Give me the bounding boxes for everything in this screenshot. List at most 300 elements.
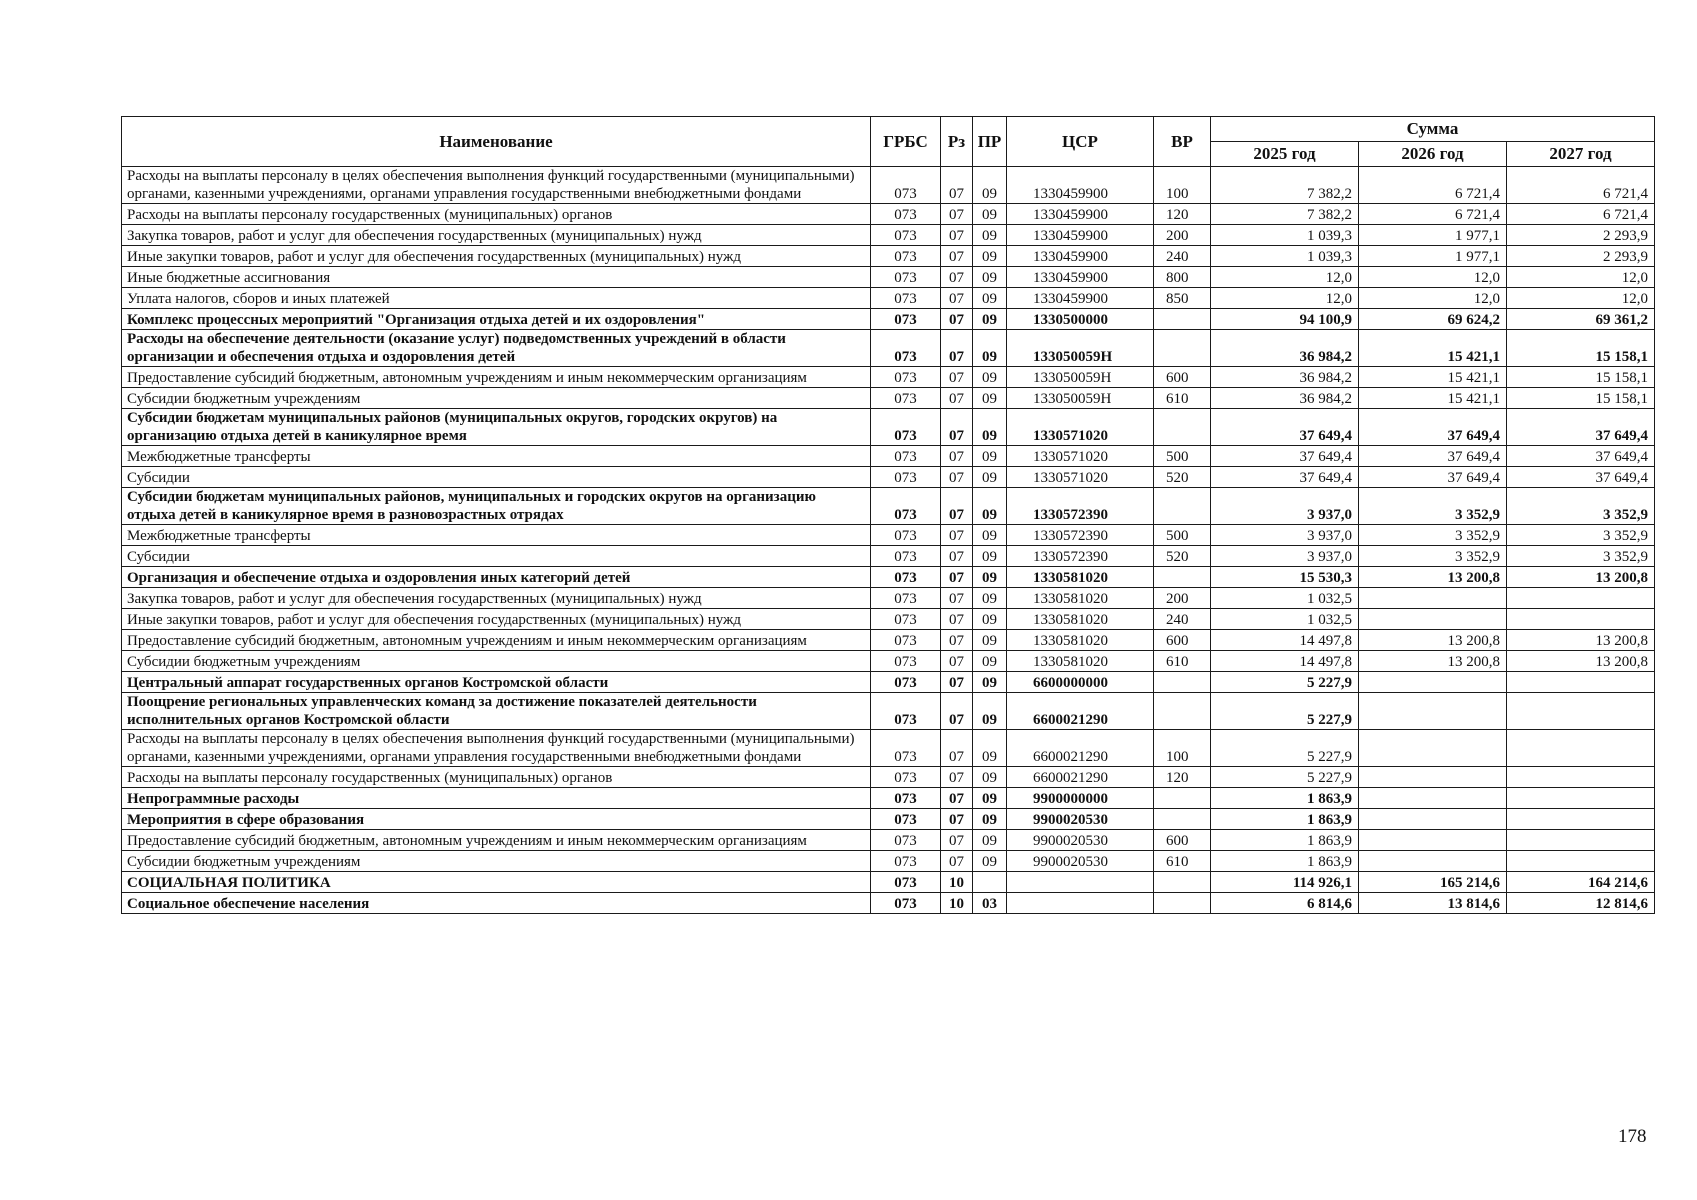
cell-csr: 1330459900 xyxy=(1007,288,1154,309)
cell-grbs: 073 xyxy=(871,288,941,309)
cell-rz: 07 xyxy=(941,367,973,388)
cell-amount-2026: 69 624,2 xyxy=(1359,309,1507,330)
cell-grbs: 073 xyxy=(871,672,941,693)
cell-pr: 09 xyxy=(973,809,1007,830)
cell-amount-2027: 3 352,9 xyxy=(1507,546,1655,567)
cell-amount-2025: 5 227,9 xyxy=(1211,693,1359,730)
cell-name: СОЦИАЛЬНАЯ ПОЛИТИКА xyxy=(122,872,871,893)
cell-csr: 1330581020 xyxy=(1007,630,1154,651)
cell-vr xyxy=(1154,693,1211,730)
cell-amount-2025: 14 497,8 xyxy=(1211,630,1359,651)
cell-amount-2027: 6 721,4 xyxy=(1507,167,1655,204)
cell-rz: 07 xyxy=(941,567,973,588)
cell-name: Субсидии бюджетам муниципальных районов, муниципальных и городских округов на организацию отдыха детей в каникулярное время в разновозрастных отрядах xyxy=(122,488,871,525)
cell-csr: 1330459900 xyxy=(1007,267,1154,288)
header-year-2027: 2027 год xyxy=(1507,142,1655,167)
cell-rz: 07 xyxy=(941,546,973,567)
cell-csr: 133050059Н xyxy=(1007,367,1154,388)
cell-name: Расходы на выплаты персоналу государственных (муниципальных) органов xyxy=(122,767,871,788)
cell-rz: 07 xyxy=(941,225,973,246)
page-number: 178 xyxy=(1618,1126,1647,1147)
cell-rz: 07 xyxy=(941,409,973,446)
cell-vr: 600 xyxy=(1154,367,1211,388)
cell-vr: 500 xyxy=(1154,446,1211,467)
cell-rz: 07 xyxy=(941,672,973,693)
cell-amount-2026: 13 200,8 xyxy=(1359,630,1507,651)
cell-vr: 100 xyxy=(1154,730,1211,767)
cell-pr: 09 xyxy=(973,588,1007,609)
cell-amount-2025: 1 032,5 xyxy=(1211,609,1359,630)
header-year-2025: 2025 год xyxy=(1211,142,1359,167)
table-row xyxy=(122,567,1655,588)
cell-name: Субсидии бюджетным учреждениям xyxy=(122,651,871,672)
cell-csr: 6600021290 xyxy=(1007,767,1154,788)
cell-grbs: 073 xyxy=(871,446,941,467)
cell-csr: 1330571020 xyxy=(1007,467,1154,488)
cell-name: Комплекс процессных мероприятий "Организация отдыха детей и их оздоровления" xyxy=(122,309,871,330)
cell-rz: 07 xyxy=(941,288,973,309)
cell-amount-2026: 37 649,4 xyxy=(1359,409,1507,446)
cell-csr: 9900020530 xyxy=(1007,809,1154,830)
cell-csr: 133050059Н xyxy=(1007,388,1154,409)
cell-name: Иные закупки товаров, работ и услуг для обеспечения государственных (муниципальных) нужд xyxy=(122,246,871,267)
cell-name: Центральный аппарат государственных органов Костромской области xyxy=(122,672,871,693)
cell-vr: 600 xyxy=(1154,630,1211,651)
cell-pr: 09 xyxy=(973,525,1007,546)
cell-vr xyxy=(1154,488,1211,525)
cell-csr: 6600000000 xyxy=(1007,672,1154,693)
cell-name: Субсидии бюджетам муниципальных районов (муниципальных округов, городских округов) на организацию отдыха детей в каникулярное время xyxy=(122,409,871,446)
table-row xyxy=(122,288,1655,309)
cell-rz: 07 xyxy=(941,767,973,788)
cell-pr: 09 xyxy=(973,367,1007,388)
cell-pr: 09 xyxy=(973,330,1007,367)
table-row xyxy=(122,225,1655,246)
cell-name: Уплата налогов, сборов и иных платежей xyxy=(122,288,871,309)
table-row xyxy=(122,630,1655,651)
cell-pr: 09 xyxy=(973,467,1007,488)
cell-csr: 1330581020 xyxy=(1007,567,1154,588)
cell-amount-2027 xyxy=(1507,730,1655,767)
cell-amount-2025: 5 227,9 xyxy=(1211,730,1359,767)
cell-pr: 09 xyxy=(973,246,1007,267)
cell-rz: 07 xyxy=(941,267,973,288)
cell-rz: 07 xyxy=(941,588,973,609)
cell-amount-2026 xyxy=(1359,609,1507,630)
cell-grbs: 073 xyxy=(871,730,941,767)
cell-csr: 1330571020 xyxy=(1007,409,1154,446)
cell-amount-2026 xyxy=(1359,672,1507,693)
cell-pr: 09 xyxy=(973,693,1007,730)
cell-amount-2027: 37 649,4 xyxy=(1507,446,1655,467)
header-vr: ВР xyxy=(1154,117,1211,167)
cell-pr: 09 xyxy=(973,567,1007,588)
table-row xyxy=(122,525,1655,546)
cell-amount-2027: 37 649,4 xyxy=(1507,467,1655,488)
cell-grbs: 073 xyxy=(871,893,941,914)
cell-amount-2026: 6 721,4 xyxy=(1359,204,1507,225)
cell-vr: 500 xyxy=(1154,525,1211,546)
cell-amount-2026: 3 352,9 xyxy=(1359,488,1507,525)
cell-rz: 07 xyxy=(941,788,973,809)
cell-rz: 07 xyxy=(941,851,973,872)
cell-amount-2027 xyxy=(1507,609,1655,630)
cell-vr xyxy=(1154,409,1211,446)
cell-vr: 800 xyxy=(1154,267,1211,288)
cell-pr: 09 xyxy=(973,204,1007,225)
cell-amount-2027 xyxy=(1507,672,1655,693)
cell-rz: 07 xyxy=(941,730,973,767)
cell-name: Предоставление субсидий бюджетным, автономным учреждениям и иным некоммерческим организациям xyxy=(122,630,871,651)
table-row xyxy=(122,546,1655,567)
cell-vr: 600 xyxy=(1154,830,1211,851)
cell-vr: 520 xyxy=(1154,546,1211,567)
cell-amount-2026: 1 977,1 xyxy=(1359,225,1507,246)
cell-vr xyxy=(1154,672,1211,693)
table-row xyxy=(122,488,1655,525)
cell-csr: 1330500000 xyxy=(1007,309,1154,330)
cell-rz: 07 xyxy=(941,525,973,546)
cell-grbs: 073 xyxy=(871,267,941,288)
cell-name: Социальное обеспечение населения xyxy=(122,893,871,914)
cell-amount-2025: 37 649,4 xyxy=(1211,467,1359,488)
cell-grbs: 073 xyxy=(871,546,941,567)
cell-name: Расходы на выплаты персоналу государственных (муниципальных) органов xyxy=(122,204,871,225)
cell-pr: 09 xyxy=(973,546,1007,567)
budget-table-container xyxy=(121,116,1654,914)
header-pr: ПР xyxy=(973,117,1007,167)
cell-vr: 120 xyxy=(1154,204,1211,225)
cell-grbs: 073 xyxy=(871,388,941,409)
cell-amount-2026: 37 649,4 xyxy=(1359,467,1507,488)
cell-amount-2025: 12,0 xyxy=(1211,288,1359,309)
cell-rz: 10 xyxy=(941,893,973,914)
cell-amount-2026: 15 421,1 xyxy=(1359,330,1507,367)
cell-amount-2025: 5 227,9 xyxy=(1211,672,1359,693)
cell-amount-2026 xyxy=(1359,693,1507,730)
cell-amount-2027: 12,0 xyxy=(1507,267,1655,288)
cell-pr: 09 xyxy=(973,730,1007,767)
cell-pr: 09 xyxy=(973,488,1007,525)
cell-grbs: 073 xyxy=(871,693,941,730)
cell-vr: 850 xyxy=(1154,288,1211,309)
cell-amount-2025: 7 382,2 xyxy=(1211,204,1359,225)
cell-name: Субсидии xyxy=(122,546,871,567)
cell-vr: 240 xyxy=(1154,246,1211,267)
cell-amount-2027: 69 361,2 xyxy=(1507,309,1655,330)
cell-pr: 09 xyxy=(973,651,1007,672)
cell-csr: 1330459900 xyxy=(1007,204,1154,225)
cell-rz: 10 xyxy=(941,872,973,893)
cell-grbs: 073 xyxy=(871,851,941,872)
cell-name: Организация и обеспечение отдыха и оздоровления иных категорий детей xyxy=(122,567,871,588)
cell-name: Предоставление субсидий бюджетным, автономным учреждениям и иным некоммерческим организациям xyxy=(122,367,871,388)
table-row xyxy=(122,767,1655,788)
cell-amount-2027: 12 814,6 xyxy=(1507,893,1655,914)
cell-grbs: 073 xyxy=(871,488,941,525)
cell-grbs: 073 xyxy=(871,588,941,609)
cell-amount-2027: 37 649,4 xyxy=(1507,409,1655,446)
cell-name: Иные бюджетные ассигнования xyxy=(122,267,871,288)
cell-csr: 9900020530 xyxy=(1007,830,1154,851)
cell-grbs: 073 xyxy=(871,567,941,588)
cell-pr: 09 xyxy=(973,288,1007,309)
table-row xyxy=(122,409,1655,446)
cell-rz: 07 xyxy=(941,330,973,367)
cell-name: Субсидии xyxy=(122,467,871,488)
cell-amount-2025: 15 530,3 xyxy=(1211,567,1359,588)
cell-grbs: 073 xyxy=(871,367,941,388)
table-row xyxy=(122,388,1655,409)
cell-amount-2025: 1 863,9 xyxy=(1211,851,1359,872)
cell-csr: 9900000000 xyxy=(1007,788,1154,809)
table-row xyxy=(122,830,1655,851)
cell-amount-2025: 1 863,9 xyxy=(1211,788,1359,809)
cell-amount-2026 xyxy=(1359,588,1507,609)
cell-amount-2027 xyxy=(1507,830,1655,851)
cell-amount-2027: 3 352,9 xyxy=(1507,488,1655,525)
cell-name: Субсидии бюджетным учреждениям xyxy=(122,851,871,872)
header-rz: Рз xyxy=(941,117,973,167)
cell-amount-2025: 37 649,4 xyxy=(1211,446,1359,467)
cell-amount-2027: 13 200,8 xyxy=(1507,651,1655,672)
cell-amount-2026: 1 977,1 xyxy=(1359,246,1507,267)
cell-rz: 07 xyxy=(941,446,973,467)
cell-grbs: 073 xyxy=(871,309,941,330)
table-row xyxy=(122,330,1655,367)
cell-csr: 1330581020 xyxy=(1007,588,1154,609)
cell-grbs: 073 xyxy=(871,630,941,651)
table-row xyxy=(122,809,1655,830)
cell-name: Непрограммные расходы xyxy=(122,788,871,809)
cell-amount-2026 xyxy=(1359,767,1507,788)
cell-vr xyxy=(1154,893,1211,914)
cell-amount-2026: 12,0 xyxy=(1359,267,1507,288)
cell-amount-2025: 12,0 xyxy=(1211,267,1359,288)
cell-pr xyxy=(973,872,1007,893)
cell-amount-2027: 13 200,8 xyxy=(1507,630,1655,651)
cell-amount-2027: 164 214,6 xyxy=(1507,872,1655,893)
cell-amount-2027: 12,0 xyxy=(1507,288,1655,309)
table-row xyxy=(122,246,1655,267)
cell-grbs: 073 xyxy=(871,225,941,246)
cell-pr: 09 xyxy=(973,672,1007,693)
cell-amount-2026: 13 200,8 xyxy=(1359,651,1507,672)
cell-amount-2026: 3 352,9 xyxy=(1359,525,1507,546)
cell-rz: 07 xyxy=(941,246,973,267)
cell-amount-2026: 13 814,6 xyxy=(1359,893,1507,914)
cell-grbs: 073 xyxy=(871,651,941,672)
cell-rz: 07 xyxy=(941,693,973,730)
cell-pr: 09 xyxy=(973,630,1007,651)
cell-grbs: 073 xyxy=(871,767,941,788)
cell-vr: 200 xyxy=(1154,225,1211,246)
cell-pr: 09 xyxy=(973,225,1007,246)
cell-pr: 09 xyxy=(973,388,1007,409)
cell-amount-2025: 7 382,2 xyxy=(1211,167,1359,204)
cell-amount-2025: 37 649,4 xyxy=(1211,409,1359,446)
cell-amount-2027 xyxy=(1507,788,1655,809)
table-row xyxy=(122,167,1655,204)
cell-amount-2025: 94 100,9 xyxy=(1211,309,1359,330)
cell-amount-2027 xyxy=(1507,851,1655,872)
cell-pr: 09 xyxy=(973,167,1007,204)
table-row xyxy=(122,851,1655,872)
cell-csr: 1330581020 xyxy=(1007,609,1154,630)
cell-vr xyxy=(1154,872,1211,893)
cell-name: Закупка товаров, работ и услуг для обеспечения государственных (муниципальных) нужд xyxy=(122,225,871,246)
table-row xyxy=(122,467,1655,488)
budget-table xyxy=(121,116,1655,914)
cell-vr: 100 xyxy=(1154,167,1211,204)
cell-pr: 09 xyxy=(973,609,1007,630)
cell-pr: 09 xyxy=(973,830,1007,851)
cell-amount-2027: 13 200,8 xyxy=(1507,567,1655,588)
cell-csr: 1330572390 xyxy=(1007,546,1154,567)
cell-vr xyxy=(1154,809,1211,830)
cell-amount-2025: 1 863,9 xyxy=(1211,830,1359,851)
cell-rz: 07 xyxy=(941,651,973,672)
cell-amount-2027 xyxy=(1507,809,1655,830)
cell-amount-2025: 6 814,6 xyxy=(1211,893,1359,914)
cell-amount-2025: 3 937,0 xyxy=(1211,546,1359,567)
cell-amount-2027: 15 158,1 xyxy=(1507,367,1655,388)
cell-grbs: 073 xyxy=(871,204,941,225)
cell-vr: 200 xyxy=(1154,588,1211,609)
cell-pr: 03 xyxy=(973,893,1007,914)
table-row xyxy=(122,730,1655,767)
cell-amount-2025: 36 984,2 xyxy=(1211,330,1359,367)
cell-csr: 1330572390 xyxy=(1007,488,1154,525)
cell-pr: 09 xyxy=(973,267,1007,288)
cell-amount-2026 xyxy=(1359,730,1507,767)
cell-grbs: 073 xyxy=(871,467,941,488)
table-row xyxy=(122,872,1655,893)
cell-vr xyxy=(1154,788,1211,809)
header-grbs: ГРБС xyxy=(871,117,941,167)
cell-name: Расходы на выплаты персоналу в целях обеспечения выполнения функций государственными (муниципальными) органами, казенными учреждениями, органами управления государственными внебюджетными фондами xyxy=(122,730,871,767)
cell-amount-2026 xyxy=(1359,830,1507,851)
header-sum: Сумма xyxy=(1211,117,1655,142)
cell-amount-2027 xyxy=(1507,767,1655,788)
table-row xyxy=(122,309,1655,330)
cell-csr: 1330459900 xyxy=(1007,167,1154,204)
cell-vr: 520 xyxy=(1154,467,1211,488)
header-year-2026: 2026 год xyxy=(1359,142,1507,167)
cell-amount-2025: 3 937,0 xyxy=(1211,525,1359,546)
cell-pr: 09 xyxy=(973,788,1007,809)
table-row xyxy=(122,788,1655,809)
cell-name: Поощрение региональных управленческих команд за достижение показателей деятельности исполнительных органов Костромской области xyxy=(122,693,871,730)
cell-name: Закупка товаров, работ и услуг для обеспечения государственных (муниципальных) нужд xyxy=(122,588,871,609)
cell-vr xyxy=(1154,309,1211,330)
table-row xyxy=(122,367,1655,388)
cell-rz: 07 xyxy=(941,809,973,830)
table-row xyxy=(122,672,1655,693)
table-row xyxy=(122,446,1655,467)
cell-amount-2025: 114 926,1 xyxy=(1211,872,1359,893)
cell-csr: 133050059Н xyxy=(1007,330,1154,367)
cell-amount-2026: 13 200,8 xyxy=(1359,567,1507,588)
cell-csr xyxy=(1007,893,1154,914)
cell-pr: 09 xyxy=(973,767,1007,788)
cell-amount-2025: 1 863,9 xyxy=(1211,809,1359,830)
cell-amount-2025: 1 039,3 xyxy=(1211,225,1359,246)
cell-amount-2025: 5 227,9 xyxy=(1211,767,1359,788)
cell-amount-2026 xyxy=(1359,809,1507,830)
cell-grbs: 073 xyxy=(871,525,941,546)
cell-grbs: 073 xyxy=(871,872,941,893)
cell-amount-2027: 3 352,9 xyxy=(1507,525,1655,546)
cell-rz: 07 xyxy=(941,309,973,330)
cell-amount-2026 xyxy=(1359,788,1507,809)
cell-amount-2026: 12,0 xyxy=(1359,288,1507,309)
cell-grbs: 073 xyxy=(871,788,941,809)
cell-amount-2027 xyxy=(1507,588,1655,609)
cell-vr: 120 xyxy=(1154,767,1211,788)
cell-amount-2027: 15 158,1 xyxy=(1507,388,1655,409)
table-row xyxy=(122,693,1655,730)
cell-vr xyxy=(1154,330,1211,367)
cell-amount-2027 xyxy=(1507,693,1655,730)
cell-amount-2025: 14 497,8 xyxy=(1211,651,1359,672)
cell-amount-2026: 3 352,9 xyxy=(1359,546,1507,567)
cell-amount-2025: 1 039,3 xyxy=(1211,246,1359,267)
cell-csr: 1330572390 xyxy=(1007,525,1154,546)
cell-amount-2026: 15 421,1 xyxy=(1359,388,1507,409)
cell-rz: 07 xyxy=(941,204,973,225)
cell-rz: 07 xyxy=(941,609,973,630)
cell-rz: 07 xyxy=(941,488,973,525)
cell-csr: 1330581020 xyxy=(1007,651,1154,672)
cell-amount-2026: 6 721,4 xyxy=(1359,167,1507,204)
cell-name: Иные закупки товаров, работ и услуг для обеспечения государственных (муниципальных) нужд xyxy=(122,609,871,630)
cell-name: Межбюджетные трансферты xyxy=(122,446,871,467)
cell-amount-2026 xyxy=(1359,851,1507,872)
cell-rz: 07 xyxy=(941,388,973,409)
cell-vr xyxy=(1154,567,1211,588)
cell-csr: 1330459900 xyxy=(1007,246,1154,267)
cell-amount-2027: 2 293,9 xyxy=(1507,225,1655,246)
cell-name: Предоставление субсидий бюджетным, автономным учреждениям и иным некоммерческим организациям xyxy=(122,830,871,851)
cell-vr: 610 xyxy=(1154,851,1211,872)
table-header xyxy=(122,117,1655,167)
cell-amount-2027: 2 293,9 xyxy=(1507,246,1655,267)
cell-amount-2026: 165 214,6 xyxy=(1359,872,1507,893)
cell-csr: 9900020530 xyxy=(1007,851,1154,872)
table-row xyxy=(122,609,1655,630)
cell-vr: 240 xyxy=(1154,609,1211,630)
cell-grbs: 073 xyxy=(871,830,941,851)
cell-grbs: 073 xyxy=(871,246,941,267)
cell-name: Расходы на выплаты персоналу в целях обеспечения выполнения функций государственными (муниципальными) органами, казенными учреждениями, органами управления государственными внебюджетными фондами xyxy=(122,167,871,204)
cell-name: Межбюджетные трансферты xyxy=(122,525,871,546)
table-body xyxy=(122,167,1655,914)
header-name: Наименование xyxy=(122,117,871,167)
cell-name: Субсидии бюджетным учреждениям xyxy=(122,388,871,409)
table-row xyxy=(122,204,1655,225)
cell-vr: 610 xyxy=(1154,651,1211,672)
cell-csr: 1330571020 xyxy=(1007,446,1154,467)
table-row xyxy=(122,267,1655,288)
cell-grbs: 073 xyxy=(871,409,941,446)
cell-grbs: 073 xyxy=(871,167,941,204)
cell-amount-2027: 15 158,1 xyxy=(1507,330,1655,367)
cell-grbs: 073 xyxy=(871,609,941,630)
cell-amount-2025: 1 032,5 xyxy=(1211,588,1359,609)
table-row xyxy=(122,588,1655,609)
cell-pr: 09 xyxy=(973,446,1007,467)
